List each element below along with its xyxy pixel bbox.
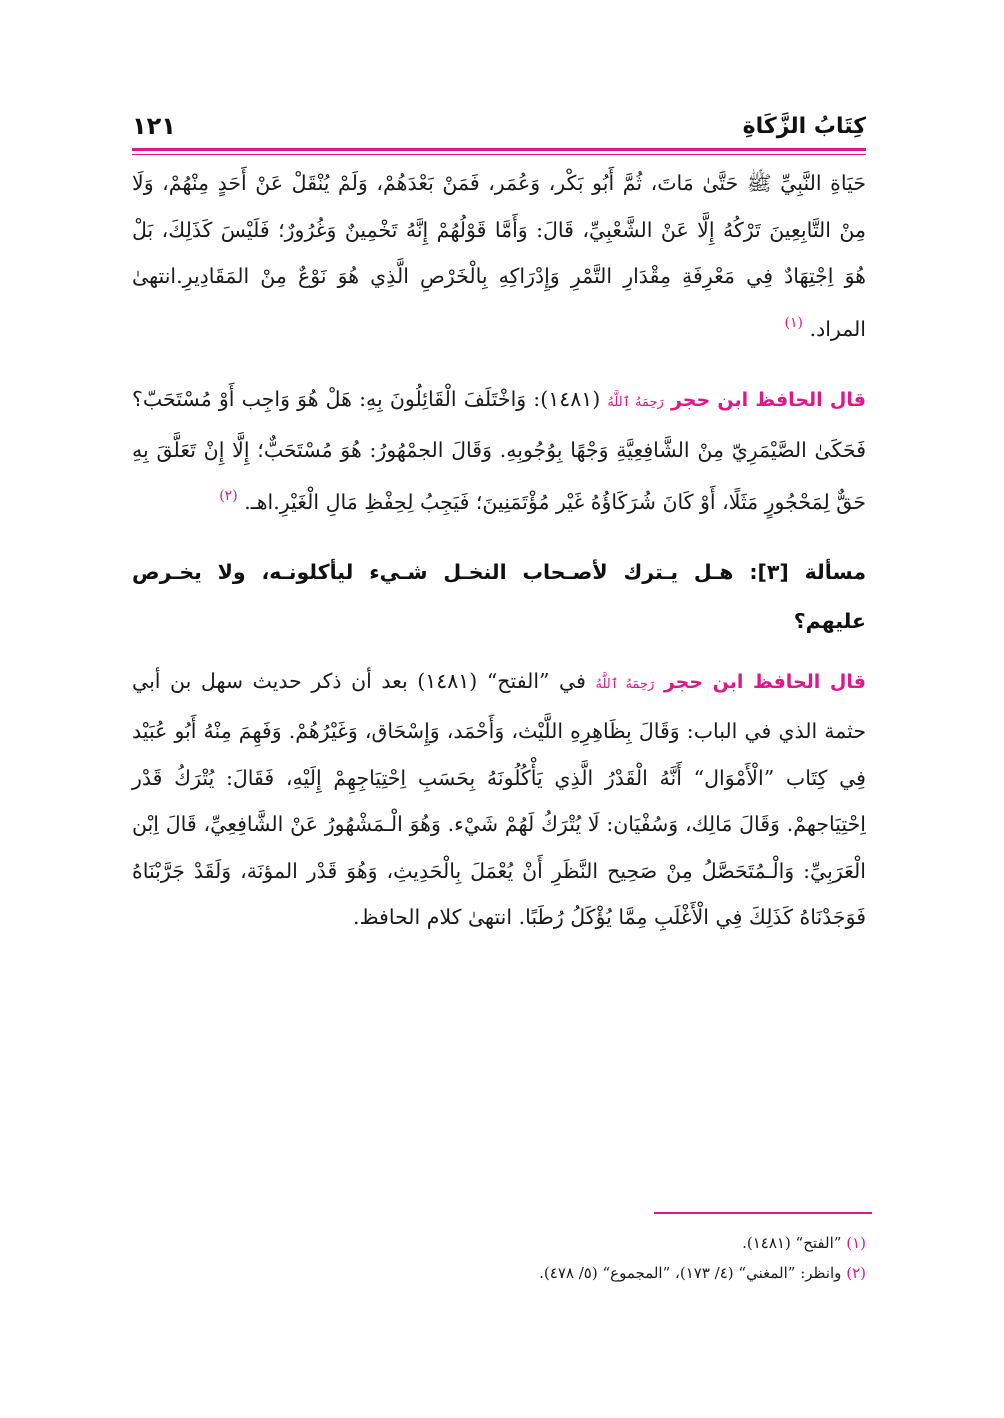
paragraph-1: [132, 160, 866, 352]
header-rule-thick: [132, 148, 866, 151]
paragraph-2-text: (١٤٨١): وَاخْتَلَفَ الْقَائِلُونَ بِهِ: هَلْ هُوَ وَاجِب أَوْ مُسْتَحَبّ؟ فَحَكَىٰ الصَّيْمَرِيّ مِنْ الشَّافِعِيَّةِ وَجْهًا بِوُجُوبِهِ. وَقَالَ الجمْهُورُ: هُوَ مُسْتَحَبٌّ؛ إِلَّا إِنْ تَعَلَّقَ بِهِ حَقٌّ لِمَحْجُورٍ مَثَلًا، أَوْ كَانَ شُرَكَاؤُهُ غَيْر مُؤْتَمَنِينَ؛ فَيَجِبُ لِحِفْظِ مَالِ الْغَيْرِ.اهـ.: [132, 387, 866, 514]
footnote-ref-1: (١): [784, 314, 804, 331]
footnote-1-text: ”الفتح“ (١٤٨١).: [742, 1234, 842, 1252]
footnote-2-prefix: وانظر:: [795, 1264, 842, 1282]
question-text: هـل يـترك لأصـحاب النخـل شـيء ليأكلونـه، ولا يخـرص عليهم؟: [132, 559, 866, 633]
footnote-2-number: (٢): [846, 1264, 866, 1282]
header-rule-thin: [132, 154, 866, 155]
paragraph-3: [132, 658, 866, 941]
footnote-2-text: ”المغني“ (٤/ ١٧٣)، ”المجموع“ (٥/ ٤٧٨).: [539, 1264, 796, 1282]
footnote-2: [132, 1258, 866, 1288]
spacer: [132, 526, 866, 548]
speaker-name: قال الحافظ ابن حجر: [663, 670, 866, 693]
page-number: ١٢١: [132, 112, 176, 140]
question-heading: [132, 548, 866, 646]
paragraph-3-text: في ”الفتح“ (١٤٨١) بعد أن ذكر حديث سهل بن أبي حثمة الذي في الباب: وَقَالَ بِظَاهِرِهِ اللَّيْث، وَأَحْمَد، وَإِسْحَاق، وَغَيْرُهُمْ. وَفَهِمَ مِنْهُ أَبُو عُبَيْد فِي كِتَاب ”الْأَمْوَال“ أَنَّهُ الْقَدْرُ الَّذِي يَأْكُلُونَهُ بِحَسَبِ اِحْتِيَاجِهِمْ إِلَيْهِ، فَقَالَ: يُتْرَكُ قَدْر اِحْتِيَاجهمْ. وَقَالَ مَالِك، وَسُفْيَان: لَا يُتْرَكُ لَهُمْ شَيْء. وَهُوَ الْـمَشْهُورُ عَنْ الشَّافِعِيِّ، قَالَ اِبْن الْعَرَبِيِّ: وَالْـمُتَحَصَّلُ مِنْ صَحِيح النَّظَرِ أَنْ يُعْمَلَ بِالْحَدِيثِ، وَهُوَ قَدْر المؤنَة، وَلَقَدْ جَرَّبْنَاهُ فَوَجَدْنَاهُ كَذَلِكَ فِي الْأَغْلَبِ مِمَّا يُؤْكَلُ رُطَبًا. انتهىٰ كلام الحافظ.: [132, 668, 866, 929]
paragraph-2: [132, 376, 866, 526]
footnote-ref-2: (٢): [219, 488, 238, 504]
spacer: [132, 352, 866, 376]
page-body: [132, 160, 866, 941]
spacer: [132, 646, 866, 658]
honorific: رَحِمَهُ ٱللَّهُ: [595, 676, 655, 692]
footnote-separator: [654, 1212, 872, 1214]
header-title: كِتَابُ الزَّكَاةِ: [742, 114, 866, 139]
running-header: [132, 112, 866, 146]
paragraph-1-text: حَيَاةِ النَّبِيِّ ﷺ حَتَّىٰ مَاتَ، ثُمَّ أَبُو بَكْر، وَعُمَر، فَمَنْ بَعْدَهُمْ، وَلَمْ يُنْقَلْ عَنْ أَحَدٍ مِنْهُمْ، وَلَا مِنْ التَّابِعِينَ تَرْكُهُ إِلَّا عَنْ الشَّعْبِيِّ، قَالَ: وَأَمَّا قَوْلُهُمْ إِنَّهُ تَخْمِينٌ وَغُرُورٌ؛ فَلَيْسَ كَذَلِكَ، بَلْ هُوَ اِجْتِهَادٌ فِي مَعْرِفَةِ مِقْدَارِ التَّمْرِ وَإِدْرَاكِهِ بِالْخَرْصِ الَّذِي هُوَ نَوْعٌ مِنْ المَقَادِيرِ.انتهىٰ المراد.: [132, 171, 866, 341]
honorific: رَحِمَهُ ٱللَّهُ: [607, 395, 664, 410]
footnotes: [132, 1228, 866, 1288]
question-label: مسألة [٣]:: [749, 559, 867, 584]
footnote-1: [132, 1228, 866, 1258]
footnote-1-number: (١): [846, 1234, 866, 1252]
speaker-name: قال الحافظ ابن حجر: [670, 389, 866, 411]
